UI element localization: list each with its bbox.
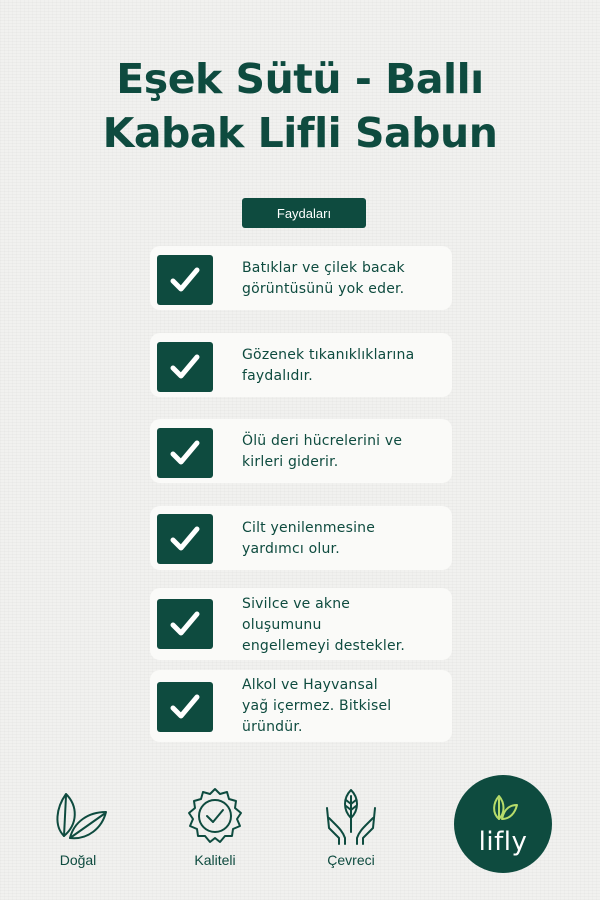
benefit-text: Alkol ve Hayvansal yağ içermez. Bitkisel üründür. <box>242 677 392 735</box>
benefit-card <box>150 506 452 570</box>
benefit-card <box>150 246 452 310</box>
product-title-line-1: Eşek Sütü - Ballı <box>116 55 484 103</box>
leaves-icon <box>33 786 123 846</box>
check-icon <box>157 599 213 649</box>
benefits-section-badge: Faydaları <box>242 198 366 228</box>
benefit-text: Batıklar ve çilek bacak görüntüsünü yok eder. <box>242 260 405 297</box>
quality-seal-icon <box>170 786 260 846</box>
logo-text: lifly <box>478 827 528 857</box>
lifly-logo <box>454 775 552 873</box>
benefit-card <box>150 588 452 660</box>
feature-label-eco: Çevreci <box>327 852 375 868</box>
product-title <box>0 52 600 160</box>
product-title-line-2: Kabak Lifli Sabun <box>102 109 498 157</box>
benefit-text: Ölü deri hücrelerini ve kirleri giderir. <box>242 433 403 470</box>
check-icon <box>157 514 213 564</box>
benefit-card <box>150 670 452 742</box>
check-icon <box>157 342 213 392</box>
check-icon <box>157 428 213 478</box>
benefit-card <box>150 419 452 483</box>
benefit-text: Sivilce ve akne oluşumunu engellemeyi destekler. <box>242 596 406 654</box>
check-icon <box>157 255 213 305</box>
check-icon <box>157 682 213 732</box>
benefit-card <box>150 333 452 397</box>
benefit-text: Cilt yenilenmesine yardımcı olur. <box>242 520 376 557</box>
feature-label-quality: Kaliteli <box>194 852 236 868</box>
hands-plant-icon <box>306 786 396 846</box>
feature-label-natural: Doğal <box>59 852 97 868</box>
benefit-text: Gözenek tıkanıklıklarına faydalıdır. <box>242 347 415 384</box>
